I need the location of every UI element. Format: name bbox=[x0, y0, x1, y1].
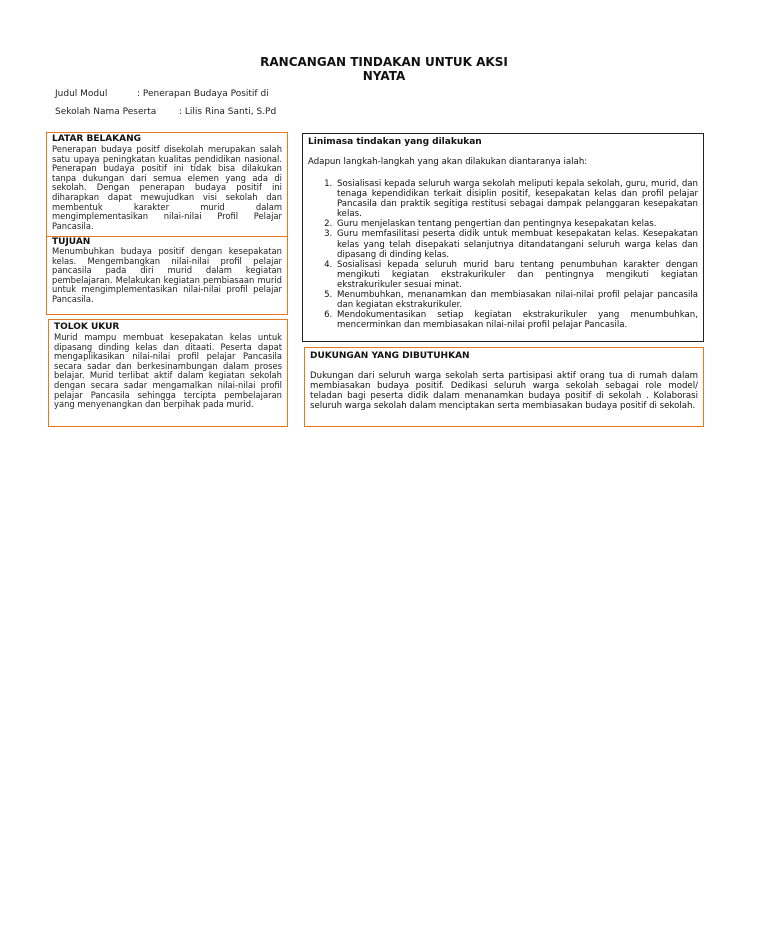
latar-belakang-title: LATAR BELAKANG bbox=[52, 134, 142, 144]
judul-value: : Penerapan Budaya Positif di bbox=[137, 89, 269, 99]
meta-judul bbox=[55, 89, 269, 99]
judul-label: Judul Modul bbox=[55, 89, 108, 99]
page-title-line2: NYATA bbox=[362, 69, 406, 83]
latar-belakang-box bbox=[46, 132, 288, 242]
linimasa-intro: Adapun langkah-langkah yang akan dilakukan diantaranya ialah: bbox=[308, 157, 588, 167]
meta-sekolah bbox=[55, 107, 276, 117]
linimasa-steps bbox=[308, 179, 698, 330]
dukungan-box bbox=[304, 347, 704, 427]
page-title bbox=[0, 55, 768, 83]
step-item: 1. Sosialisasi kepada seluruh warga sekolah meliputi kepala sekolah, guru, murid, dan tenaga kependidikan terkait disiplin positif, kesepakatan kelas dan profil pelajar Pancasila dan praktik segitiga restitusi sebagai dampak pelanggaran kesepakatan kelas. bbox=[335, 179, 698, 219]
step-item: 6. Mendokumentasikan setiap kegiatan ekstrakurikuler yang menumbuhkan, mencerminkan dan membiasakan nilai-nilai profil pelajar Pancasila. bbox=[335, 310, 698, 330]
tujuan-text: Menumbuhkan budaya positif dengan kesepakatan kelas. Mengembangkan nilai-nilai profil pelajar pancasila pada diri murid dalam kegiatan pembelajaran. Melakukan kegiatan pembiasaan murid untuk mengimplementasikan nilai-nilai profil pelajar Pancasila. bbox=[52, 246, 282, 304]
tujuan-title: TUJUAN bbox=[52, 237, 91, 247]
step-item: 2. Guru menjelaskan tentang pengertian dan pentingnya kesepakatan kelas. bbox=[335, 219, 698, 229]
sekolah-value: : Lilis Rina Santi, S.Pd bbox=[179, 107, 277, 117]
step-item: 5. Menumbuhkan, menanamkan dan membiasakan nilai-nilai profil pelajar pancasila dan kegiatan ekstrakurikuler. bbox=[335, 290, 698, 310]
dukungan-title: DUKUNGAN YANG DIBUTUHKAN bbox=[310, 351, 470, 361]
step-item: 4. Sosialisasi kepada seluruh murid baru tentang penumbuhan karakter dengan mengikuti kegiatan ekstrakurikuler dan pentingnya mengikuti kegiatan ekstrakurikuler sesuai minat. bbox=[335, 260, 698, 290]
latar-belakang-text: Penerapan budaya positf disekolah merupakan salah satu upaya peningkatan kualitas pendidikan nasional. Penerapan budaya positif ini tidak bisa dilakukan tanpa dukungan dari semua elemen yang ada di sekolah. Dengan penerapan budaya positif ini diharapkan dapat mewujudkan visi sekolah dan membentuk karakter murid dalam mengimplementasikan nilai-nilai Profil Pelajar Pancasila. bbox=[52, 144, 282, 231]
tolok-ukur-box bbox=[48, 319, 288, 427]
sekolah-label: Sekolah Nama Peserta bbox=[55, 107, 157, 117]
tolok-ukur-text: Murid mampu membuat kesepakatan kelas untuk dipasang dinding kelas dan ditaati. Peserta dapat mengaplikasikan nilai-nilai profil pelajar Pancasila secara sadar dan berkesinambungan dalam proses belajar. Murid terlibat aktif dalam kegiatan sekolah dengan secara sadar mengamalkan nilai-nilai profil pelajar Pancasila sehingga tercipta pembelajaran yang menyenangkan dan berpihak pada murid. bbox=[54, 332, 282, 410]
linimasa-box bbox=[302, 133, 704, 342]
step-item: 3. Guru memfasilitasi peserta didik untuk membuat kesepakatan kelas. Kesepakatan kelas yang telah disepakati selanjutnya ditandatangani seluruh warga kelas dan dipasang di dinding kelas. bbox=[335, 229, 698, 259]
tolok-ukur-title: TOLOK UKUR bbox=[54, 322, 120, 332]
dukungan-text: Dukungan dari seluruh warga sekolah serta partisipasi aktif orang tua di rumah dalam membiasakan budaya positif. Dedikasi seluruh warga sekolah sebagai role model/ teladan bagi peserta didik dalam menanamkan budaya positif di sekolah . Kolaborasi seluruh warga sekolah dalam menciptakan serta membiasakan budaya positif di sekolah. bbox=[310, 371, 698, 412]
page-title-line1: RANCANGAN TINDAKAN UNTUK AKSI bbox=[260, 55, 508, 69]
tujuan-box bbox=[46, 236, 288, 315]
linimasa-title: Linimasa tindakan yang dilakukan bbox=[308, 137, 482, 147]
